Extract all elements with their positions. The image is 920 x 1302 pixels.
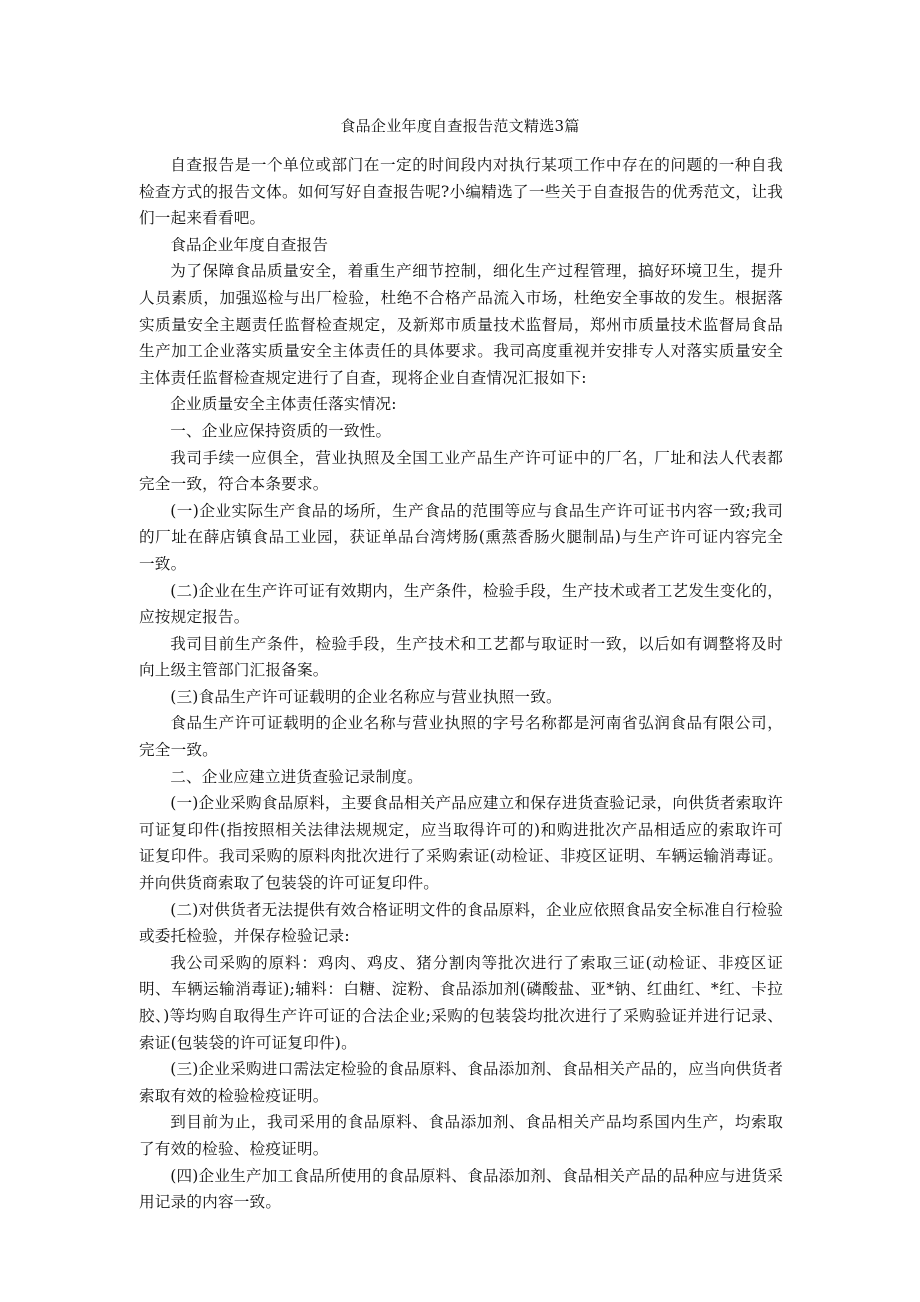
document-body <box>139 152 783 1216</box>
section-heading: 企业质量安全主体责任落实情况: <box>170 395 397 414</box>
body-paragraph: (三)食品生产许可证载明的企业名称应与营业执照一致。 <box>170 687 562 706</box>
body-paragraph: (二)对供货者无法提供有效合格证明文件的食品原料，企业应依照食品安全标准自行检验或委托检验，并保存检验记录: <box>139 900 783 946</box>
body-paragraph: 到目前为止，我司采用的食品原料、食品添加剂、食品相关产品均系国内生产，均索取了有效的检验、检疫证明。 <box>139 1113 783 1158</box>
body-paragraph: (一)企业采购食品原料，主要食品相关产品应建立和保存进货查验记录，向供货者索取许可证复印件(指按照相关法律法规规定，应当取得许可的)和购进批次产品相适应的索取许可证复印件。我司采购的原料肉批次进行了采购索证(动检证、非疫区证明、车辆运输消毒证。并向供货商索取了包装袋的许可证复印件。 <box>139 794 783 893</box>
document-title: 食品企业年度自查报告范文精选3篇 <box>340 117 580 135</box>
body-paragraph: 食品生产许可证载明的企业名称与营业执照的字号名称都是河南省弘润食品有限公司，完全一致。 <box>139 714 783 760</box>
body-paragraph: 为了保障食品质量安全，着重生产细节控制，细化生产过程管理，搞好环境卫生，提升人员素质，加强巡检与出厂检验，杜绝不合格产品流入市场，杜绝安全事故的发生。根据落实质量安全主题责任监督检查规定，及新郑市质量技术监督局，郑州市质量技术监督局食品生产加工企业落实质量安全主体责任的具体要求。我司高度重视并安排专人对落实质量安全主体责任监督检查规定进行了自查，现将企业自查情况汇报如下: <box>139 262 783 387</box>
section-heading: 一、企业应保持资质的一致性。 <box>170 421 392 440</box>
section-heading: 二、企业应建立进货查验记录制度。 <box>170 767 423 786</box>
intro-paragraph: 自查报告是一个单位或部门在一定的时间段内对执行某项工作中存在的问题的一种自我检查方式的报告文体。如何写好自查报告呢?小编精选了一些关于自查报告的优秀范文，让我们一起来看看吧。 <box>139 156 783 228</box>
body-paragraph: 我公司采购的原料：鸡肉、鸡皮、猪分割肉等批次进行了索取三证(动检证、非疫区证明、车辆运输消毒证);辅料：白糖、淀粉、食品添加剂(磷酸盐、亚*钠、红曲红、*红、卡拉胶、)等均购自取得生产许可证的合法企业;采购的包装袋均批次进行了采购验证并进行记录、索证(包装袋的许可证复印件)。 <box>139 953 783 1052</box>
report-heading: 食品企业年度自查报告 <box>170 235 329 254</box>
body-paragraph: (一)企业实际生产食品的场所，生产食品的范围等应与食品生产许可证书内容一致;我司的厂址在薛店镇食品工业园，获证单品台湾烤肠(熏蒸香肠火腿制品)与生产许可证内容完全一致。 <box>139 501 783 573</box>
body-paragraph: 我司手续一应俱全，营业执照及全国工业产品生产许可证中的厂名，厂址和法人代表都完全一致，符合本条要求。 <box>139 448 783 494</box>
body-paragraph: (四)企业生产加工食品所使用的食品原料、食品添加剂、食品相关产品的品种应与进货采用记录的内容一致。 <box>139 1166 783 1212</box>
body-paragraph: (三)企业采购进口需法定检验的食品原料、食品添加剂、食品相关产品的，应当向供货者索取有效的检验检疫证明。 <box>139 1060 783 1105</box>
body-paragraph: 我司目前生产条件，检验手段，生产技术和工艺都与取证时一致，以后如有调整将及时向上级主管部门汇报备案。 <box>139 634 783 680</box>
body-paragraph: (二)企业在生产许可证有效期内，生产条件，检验手段，生产技术或者工艺发生变化的，应按规定报告。 <box>139 581 783 627</box>
